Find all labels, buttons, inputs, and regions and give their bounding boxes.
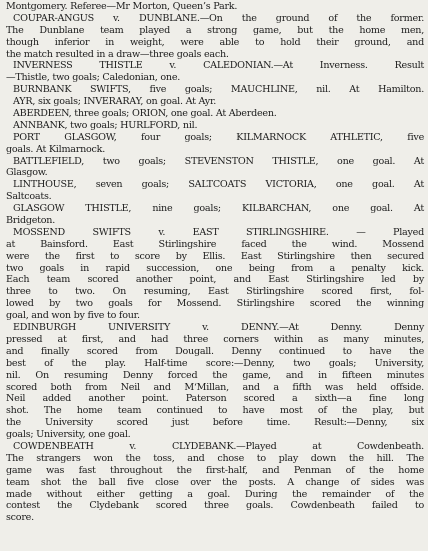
text-line: Glasgow. <box>6 167 48 179</box>
text-line: GLASGOW THISTLE, nine goals; KILBARCHAN, one goal. At <box>13 203 424 215</box>
text-line: Bridgeton. <box>6 215 56 227</box>
text-line: ANNBANK, two goals; HURLFORD, nil. <box>13 119 198 131</box>
text-line: Saltcoats. <box>6 191 52 203</box>
text-line: contest the Clydebank scored three goals. Cowdenbeath failed to <box>6 500 424 512</box>
text-line: three to two. On resuming, East Stirlingshire scored first, fol- <box>6 286 424 298</box>
text-line: Neil added another point. Paterson scored a sixth—a fine long <box>6 393 424 405</box>
text-line: two goals in rapid succession, one being from a penalty kick. <box>6 262 424 274</box>
text-line: LINTHOUSE, seven goals; SALTCOATS VICTORIA, one goal. At <box>13 179 424 191</box>
text-line: ABERDEEN, three goals; ORION, one goal. At Aberdeen. <box>13 108 277 120</box>
text-line: Each team scored another point, and East Stirlingshire led by <box>6 274 424 286</box>
text-line: and finally scored from Dougall. Denny continued to have the <box>6 345 424 357</box>
text-line: The strangers won the toss, and chose to play down the hill. The <box>6 452 424 464</box>
text-line: scored both from Neil and M‘Millan, and a fifth was held offside. <box>6 381 424 393</box>
text-line: BURNBANK SWIFTS, five goals; MAUCHLINE, nil. At Hamilton. <box>13 84 424 96</box>
text-line: goals. At Kilmarnock. <box>6 143 106 155</box>
text-line: Montgomery. Referee—Mr Morton, Queen’s Park. <box>6 1 238 12</box>
text-line: score. <box>6 512 34 524</box>
text-line: nil. On resuming Denny forced the game, and in fifteen minutes <box>6 369 424 381</box>
text-line: lowed by two goals for Mossend. Stirlingshire scored the winning <box>6 298 424 310</box>
text-line: made without either getting a goal. During the remainder of the <box>6 488 424 500</box>
text-line: the match resulted in a draw—three goals each. <box>6 48 229 60</box>
text-line: AYR, six goals; INVERARAY, on goal. At Ayr. <box>13 96 217 108</box>
text-line: PORT GLASGOW, four goals; KILMARNOCK ATHLETIC, five <box>13 131 424 143</box>
text-line: EDINBURGH UNIVERSITY v. DENNY.—At Denny. Denny <box>13 322 424 334</box>
text-line: game was fast throughout the first-half, and Penman of the home <box>6 464 424 476</box>
text-line: COUPAR-ANGUS v. DUNBLANE.—On the ground of the former. <box>13 12 424 24</box>
text-line: BATTLEFIELD, two goals; STEVENSTON THISTLE, one goal. At <box>13 155 424 167</box>
text-line: COWDENBEATH v. CLYDEBANK.—Played at Cowdenbeath. <box>13 440 424 452</box>
text-line: pressed at first, and had three corners within as many minutes, <box>6 333 424 345</box>
text-line: the University scored just before time. Result:—Denny, six <box>6 417 424 429</box>
text-line: shot. The home team continued to have most of the play, but <box>6 405 424 417</box>
text-line: best of the play. Half-time score:—Denny, two goals; University, <box>6 357 424 369</box>
text-line: —Thistle, two goals; Caledonian, one. <box>6 72 181 84</box>
text-line: goals; University, one goal. <box>6 429 131 441</box>
text-line: were the first to score by Ellis. East Stirlingshire then secured <box>6 250 424 262</box>
text-line: MOSSEND SWIFTS v. EAST STIRLINGSHIRE. — Played <box>13 226 424 238</box>
text-line: at Bainsford. East Stirlingshire faced the wind. Mossend <box>6 238 424 250</box>
text-line: INVERNESS THISTLE v. CALEDONIAN.—At Inverness. Result <box>13 60 424 72</box>
text-line: team shot the ball five close over the posts. A change of sides was <box>6 476 424 488</box>
text-line: though inferior in weight, were able to hold their ground, and <box>6 36 424 48</box>
text-line: The Dunblane team played a strong game, but the home men, <box>6 24 424 36</box>
text-line: goal, and won by five to four. <box>6 310 140 322</box>
